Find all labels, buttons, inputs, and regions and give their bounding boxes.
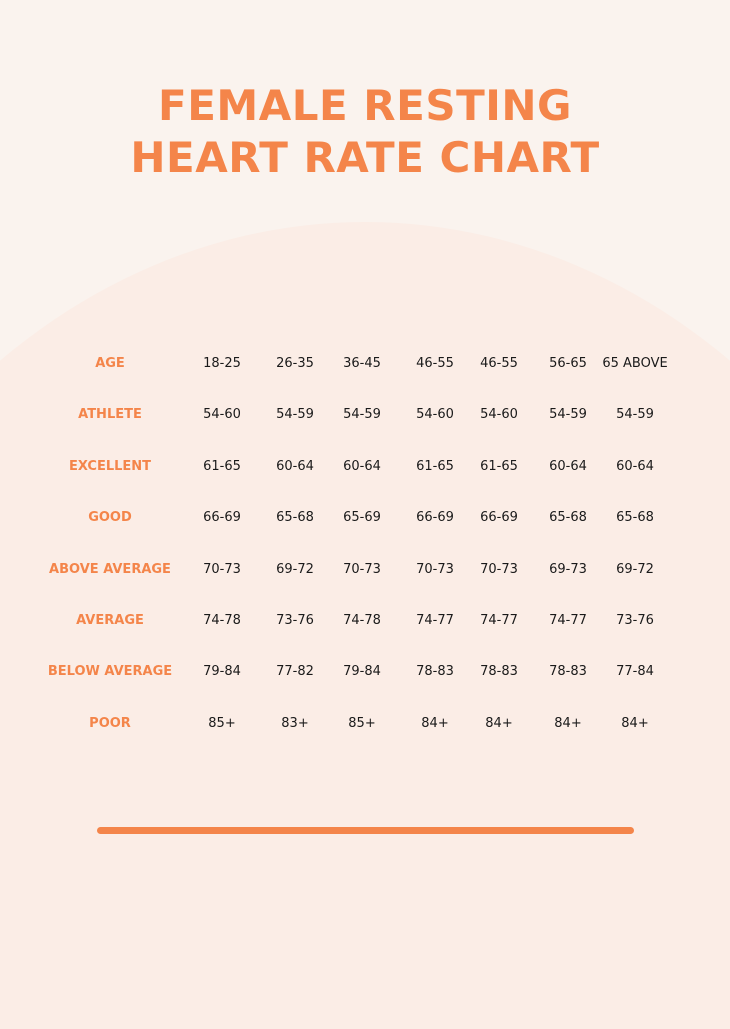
- table-cell: 73-76: [276, 612, 314, 628]
- table-cell: 78-83: [480, 664, 518, 680]
- table-cell: 61-65: [480, 458, 518, 474]
- table-cell: 60-64: [549, 458, 587, 474]
- row-label: POOR: [89, 715, 131, 731]
- table-cell: 54-59: [343, 407, 381, 423]
- table-cell: 54-59: [276, 407, 314, 423]
- table-cell: 74-77: [416, 612, 454, 628]
- table-cell: 85+: [208, 715, 236, 731]
- table-cell: 54-59: [549, 407, 587, 423]
- row-label: AGE: [95, 356, 125, 371]
- table-cell: 79-84: [203, 664, 241, 680]
- table-cell: 60-64: [343, 458, 381, 474]
- table-cell: 61-65: [416, 458, 454, 474]
- table-cell: 46-55: [416, 356, 454, 371]
- table-cell: 61-65: [203, 458, 241, 474]
- page-title: [0, 80, 730, 184]
- row-label: EXCELLENT: [68, 458, 152, 474]
- table-cell: 79-84: [343, 664, 381, 680]
- table-cell: 60-64: [276, 458, 314, 474]
- table-cell: 77-84: [616, 664, 654, 680]
- table-row: [0, 698, 730, 749]
- table-cell: 66-69: [480, 510, 518, 526]
- table-cell: 85+: [348, 715, 376, 731]
- table-cell: 74-78: [203, 612, 241, 628]
- table-cell: 84+: [621, 715, 649, 731]
- row-label: GOOD: [88, 510, 132, 526]
- table-cell: 69-72: [276, 561, 314, 577]
- table-cell: 54-60: [416, 407, 454, 423]
- table-row: [0, 492, 730, 543]
- table-cell: 56-65: [549, 356, 587, 371]
- table-cell: 73-76: [616, 612, 654, 628]
- table-cell: 65-68: [616, 510, 654, 526]
- table-cell: 74-78: [343, 612, 381, 628]
- table-row: [0, 441, 730, 492]
- table-cell: 78-83: [549, 664, 587, 680]
- row-label: ABOVE AVERAGE: [49, 561, 171, 577]
- table-cell: 70-73: [203, 561, 241, 577]
- table-cell: 18-25: [203, 356, 241, 371]
- table-cell: 65-69: [343, 510, 381, 526]
- title-line-2: HEART RATE CHART: [130, 133, 600, 182]
- table-cell: 69-73: [549, 561, 587, 577]
- table-row: [0, 338, 730, 389]
- table-cell: 65-68: [276, 510, 314, 526]
- table-cell: 70-73: [416, 561, 454, 577]
- table-cell: 77-82: [276, 664, 314, 680]
- table-row: [0, 389, 730, 440]
- row-label: BELOW AVERAGE: [47, 664, 173, 680]
- table-cell: 70-73: [480, 561, 518, 577]
- row-label: ATHLETE: [78, 407, 142, 423]
- bottom-divider: [97, 827, 634, 834]
- table-row: [0, 646, 730, 697]
- table-cell: 54-59: [616, 407, 654, 423]
- table-row: [0, 544, 730, 595]
- heart-rate-table: [0, 338, 730, 749]
- table-cell: 84+: [554, 715, 582, 731]
- table-cell: 69-72: [616, 561, 654, 577]
- table-cell: 54-60: [203, 407, 241, 423]
- table-cell: 54-60: [480, 407, 518, 423]
- table-cell: 26-35: [276, 356, 314, 371]
- table-cell: 74-77: [549, 612, 587, 628]
- table-cell: 74-77: [480, 612, 518, 628]
- table-cell: 83+: [281, 715, 309, 731]
- table-cell: 66-69: [203, 510, 241, 526]
- table-cell: 70-73: [343, 561, 381, 577]
- table-cell: 60-64: [616, 458, 654, 474]
- table-cell: 84+: [485, 715, 513, 731]
- table-cell: 46-55: [480, 356, 518, 371]
- title-line-1: FEMALE RESTING: [158, 81, 572, 130]
- table-cell: 36-45: [343, 356, 381, 371]
- table-cell: 78-83: [416, 664, 454, 680]
- table-row: [0, 595, 730, 646]
- row-label: AVERAGE: [76, 612, 144, 628]
- table-cell: 65 ABOVE: [602, 356, 668, 371]
- table-cell: 84+: [421, 715, 449, 731]
- table-cell: 66-69: [416, 510, 454, 526]
- table-cell: 65-68: [549, 510, 587, 526]
